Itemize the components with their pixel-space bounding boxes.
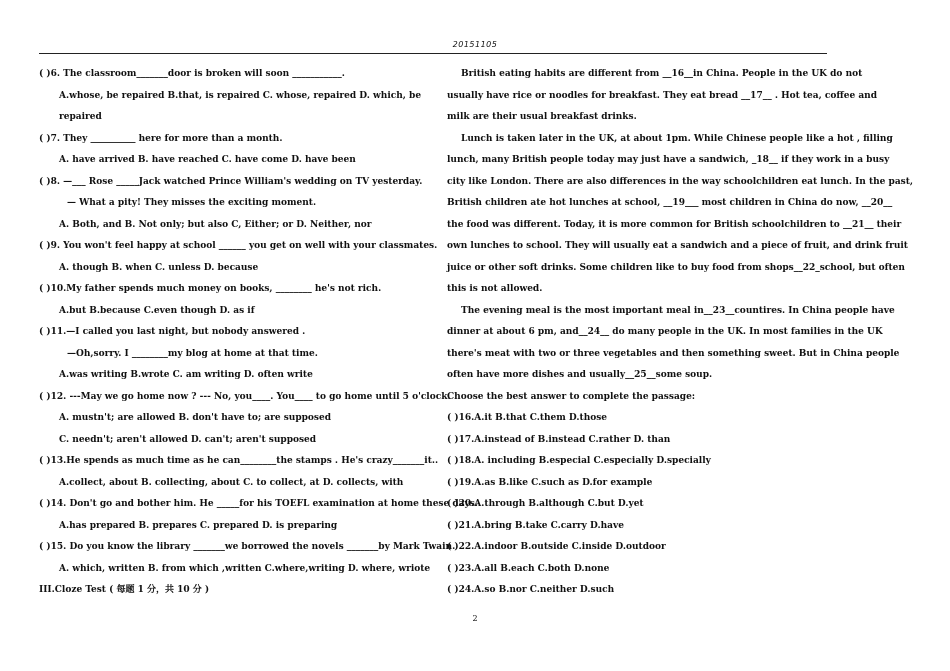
cloze-question-18: ( )18.A. including B.especial C.especially D.specially xyxy=(447,456,711,466)
question-12: ( )12. ---May we go home now ? --- No, you____. You____ to go home until 5 o'clock. xyxy=(39,391,451,402)
question-15-options: A. which, written B. from which ,written C.where,writing D. where, wriote xyxy=(59,563,431,574)
cloze-question-19: ( )19.A.as B.like C.such as D.for example xyxy=(447,477,653,488)
passage-line: The evening meal is the most important meal in__23__countires. In China people have xyxy=(461,305,895,316)
question-13: ( )13.He spends as much time as he can________the stamps . He's crazy_______it.. xyxy=(39,456,439,466)
question-6-options: A.whose, be repaired B.that, is repaired C. whose, repaired D. which, be xyxy=(59,90,422,101)
question-12-options-ab: A. mustn't; are allowed B. don't have to; are supposed xyxy=(59,413,332,423)
question-8-reply: — What a pity! They misses the exciting moment. xyxy=(67,198,317,208)
question-8-options: A. Both, and B. Not only; but also C, Either; or D. Neither, nor xyxy=(59,219,372,230)
passage-line: this is not allowed. xyxy=(447,284,543,294)
cloze-question-22: ( )22.A.indoor B.outside C.inside D.outdoor xyxy=(447,542,666,552)
question-15: ( )15. Do you know the library _______we borrowed the novels _______by Mark Twain. xyxy=(39,542,456,552)
right-column xyxy=(447,64,914,602)
passage-line: there's meat with two or three vegetables and then something sweet. But in China people xyxy=(447,348,900,359)
question-7-options: A. have arrived B. have reached C. have come D. have been xyxy=(59,155,356,165)
passage-line: own lunches to school. They will usually eat a sandwich and a piece of fruit, and drink fruit xyxy=(447,241,908,251)
page-number: 2 xyxy=(472,614,478,623)
question-9-options: A. though B. when C. unless D. because xyxy=(59,262,259,273)
header-date: 20151105 xyxy=(452,40,498,49)
question-13-options: A.collect, about B. collecting, about C. to collect, at D. collects, with xyxy=(59,477,404,488)
cloze-question-17: ( )17.A.instead of B.instead C.rather D. than xyxy=(447,434,671,445)
cloze-question-21: ( )21.A.bring B.take C.carry D.have xyxy=(447,520,624,531)
passage-line: milk are their usual breakfast drinks. xyxy=(447,112,637,122)
passage-line: usually have rice or noodles for breakfast. They eat bread __17__ . Hot tea, coffee and xyxy=(447,90,878,101)
question-6: ( )6. The classroom_______door is broken will soon ___________. xyxy=(39,69,345,79)
question-11-reply: —Oh,sorry. I ________my blog at home at that time. xyxy=(67,348,318,359)
passage-line: lunch, many British people today may just have a sandwich, _18__ if they work in a busy xyxy=(447,155,890,165)
passage-line: British eating habits are different from __16__in China. People in the UK do not xyxy=(461,69,863,79)
passage-line: city like London. There are also differences in the way schoolchildren eat lunch. In the past, xyxy=(447,176,914,187)
question-12-options-cd: C. needn't; aren't allowed D. can't; aren't supposed xyxy=(59,434,317,445)
question-11-options: A.was writing B.wrote C. am writing D. often write xyxy=(59,370,313,380)
header-rule xyxy=(39,53,827,54)
cloze-question-16: ( )16.A.it B.that C.them D.those xyxy=(447,413,608,423)
passage-line: juice or other soft drinks. Some children like to buy food from shops__22_school, but often xyxy=(447,262,905,273)
question-9: ( )9. You won't feel happy at school ______ you get on well with your classmates. xyxy=(39,241,438,251)
question-11: ( )11.—I called you last night, but nobody answered . xyxy=(39,327,306,337)
cloze-question-23: ( )23.A.all B.each C.both D.none xyxy=(447,563,610,574)
question-10: ( )10.My father spends much money on books, ________ he's not rich. xyxy=(39,284,382,294)
question-6-options-cont: repaired xyxy=(59,112,102,122)
passage-instruction: Choose the best answer to complete the passage: xyxy=(447,391,696,402)
passage-line: often have more dishes and usually__25__some soup. xyxy=(447,370,713,380)
passage-line: the food was different. Today, it is more common for British schoolchildren to __21__ their xyxy=(447,219,902,230)
question-10-options: A.but B.because C.even though D. as if xyxy=(59,305,255,316)
question-8: ( )8. —___ Rose _____Jack watched Prince William's wedding on TV yesterday. xyxy=(39,176,423,187)
left-column xyxy=(39,64,478,602)
passage-line: dinner at about 6 pm, and__24__ do many people in the UK. In most families in the UK xyxy=(447,327,883,337)
section-heading-cloze: III.Cloze Test ( 每题 1 分，共 10 分 ) xyxy=(39,585,210,595)
passage-line: British children ate hot lunches at school, __19___ most children in China do now, __20__ xyxy=(447,198,893,208)
cloze-question-24: ( )24.A.so B.nor C.neither D.such xyxy=(447,585,615,595)
question-14-options: A.has prepared B. prepares C. prepared D. is preparing xyxy=(59,520,338,531)
passage-line: Lunch is taken later in the UK, at about 1pm. While Chinese people like a hot , filling xyxy=(461,133,893,144)
cloze-question-20: ( )20.A.through B.although C.but D.yet xyxy=(447,499,644,509)
question-7: ( )7. They __________ here for more than a month. xyxy=(39,133,283,144)
question-14: ( )14. Don't go and bother him. He _____for his TOEFL examination at home these days. xyxy=(39,499,478,509)
